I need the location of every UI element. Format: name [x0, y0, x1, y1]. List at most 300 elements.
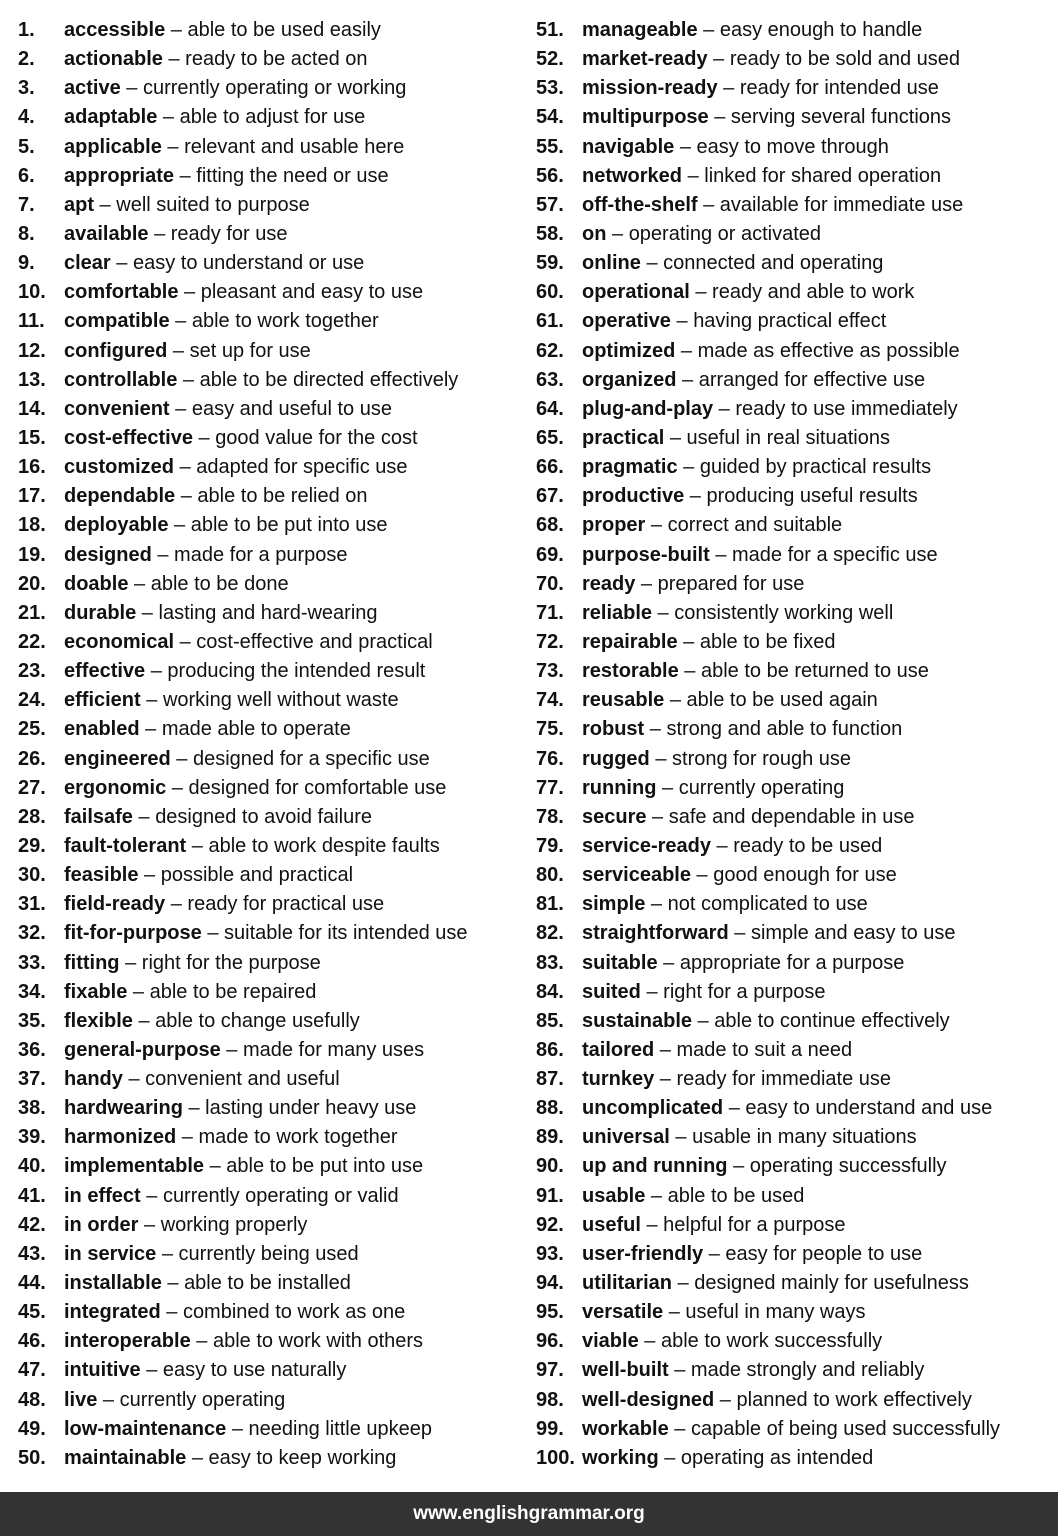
item-word: simple [582, 893, 646, 916]
item-text [64, 1240, 359, 1269]
item-word: mission-ready [582, 77, 718, 100]
item-separator: – [136, 601, 159, 624]
item-separator: – [148, 222, 171, 245]
list-item [18, 307, 518, 336]
list-item [18, 1444, 518, 1473]
list-item [18, 16, 518, 45]
item-number: 59. [536, 252, 564, 275]
item-definition: made for many uses [242, 1038, 425, 1061]
item-text [582, 1152, 947, 1181]
item-text [582, 395, 958, 424]
list-item [536, 16, 1054, 45]
item-separator: – [638, 1330, 661, 1353]
item-word: ready [582, 572, 636, 595]
item-separator: – [677, 630, 700, 653]
item-text [582, 1007, 950, 1036]
item-text [64, 133, 404, 162]
item-word: practical [582, 426, 665, 449]
item-separator: – [169, 397, 192, 420]
item-separator: – [157, 106, 180, 129]
item-definition: ready to use immediately [735, 397, 958, 420]
item-definition: able to be directed effectively [199, 368, 459, 391]
item-separator: – [689, 281, 713, 304]
item-separator: – [151, 543, 175, 566]
item-number: 7. [18, 193, 35, 216]
item-definition: made strongly and reliably [690, 1359, 925, 1382]
item-word: fault-tolerant [64, 834, 187, 857]
item-definition: made as effective as possible [697, 339, 960, 362]
item-word: in effect [64, 1184, 141, 1207]
item-text [64, 1386, 285, 1415]
item-word: apt [64, 193, 94, 216]
item-word: low-maintenance [64, 1417, 227, 1440]
item-definition: able to continue effectively [714, 1009, 950, 1032]
item-separator: – [649, 747, 673, 770]
item-word: installable [64, 1272, 162, 1295]
list-item [536, 366, 1054, 395]
item-text [64, 482, 368, 511]
item-number: 19. [18, 543, 46, 566]
item-text [582, 278, 914, 307]
item-word: optimized [582, 339, 676, 362]
item-number: 9. [18, 252, 35, 275]
item-text [64, 162, 389, 191]
item-number: 52. [536, 48, 564, 71]
item-word: in service [64, 1242, 157, 1265]
item-text [582, 424, 890, 453]
item-text [64, 657, 425, 686]
item-definition: designed for comfortable use [188, 776, 447, 799]
item-number: 71. [536, 601, 564, 624]
item-definition: ready for immediate use [676, 1068, 892, 1091]
item-word: reliable [582, 601, 653, 624]
item-definition: ready for use [170, 222, 288, 245]
item-word: customized [64, 456, 175, 479]
item-separator: – [703, 1242, 726, 1265]
item-word: navigable [582, 135, 675, 158]
item-separator: – [161, 1272, 185, 1295]
item-definition: combined to work as one [182, 1301, 406, 1324]
item-word: intuitive [64, 1359, 141, 1382]
item-separator: – [174, 630, 197, 653]
item-definition: made for a purpose [174, 543, 348, 566]
item-word: available [64, 222, 149, 245]
item-word: configured [64, 339, 168, 362]
item-text [582, 191, 963, 220]
item-text [582, 1211, 846, 1240]
item-separator: – [708, 106, 731, 129]
item-definition: good enough for use [713, 864, 897, 887]
item-separator: – [182, 1097, 206, 1120]
item-number: 62. [536, 339, 564, 362]
item-word: purpose-built [582, 543, 710, 566]
item-text [64, 191, 310, 220]
item-number: 39. [18, 1126, 46, 1149]
item-definition: operating or activated [628, 222, 822, 245]
item-text [582, 45, 960, 74]
item-separator: – [170, 747, 193, 770]
item-word: market-ready [582, 48, 708, 71]
item-definition: ready for intended use [739, 77, 939, 100]
list-item [536, 162, 1054, 191]
item-text [582, 337, 960, 366]
list-item [18, 599, 518, 628]
item-word: dependable [64, 485, 176, 508]
item-separator: – [174, 164, 197, 187]
list-item [536, 1036, 1054, 1065]
item-text [582, 890, 868, 919]
item-word: off-the-shelf [582, 193, 698, 216]
item-separator: – [128, 572, 151, 595]
item-text [582, 1182, 804, 1211]
item-number: 70. [536, 572, 564, 595]
list-item [536, 1123, 1054, 1152]
item-word: user-friendly [582, 1242, 704, 1265]
item-word: on [582, 222, 607, 245]
item-text [582, 482, 918, 511]
item-definition: fitting the need or use [196, 164, 389, 187]
list-item [536, 1007, 1054, 1036]
item-text [582, 715, 902, 744]
item-text [64, 1415, 432, 1444]
item-separator: – [678, 660, 701, 683]
item-text [582, 1240, 922, 1269]
item-separator: – [119, 951, 142, 974]
item-definition: currently operating [678, 776, 845, 799]
item-definition: made to suit a need [676, 1038, 853, 1061]
item-number: 4. [18, 106, 35, 129]
item-number: 68. [536, 514, 564, 537]
item-number: 56. [536, 164, 564, 187]
item-separator: – [175, 485, 198, 508]
item-word: operational [582, 281, 690, 304]
list-item [18, 686, 518, 715]
item-number: 48. [18, 1388, 46, 1411]
list-item [18, 1065, 518, 1094]
item-number: 16. [18, 456, 46, 479]
item-word: turnkey [582, 1068, 655, 1091]
item-definition: able to be put into use [190, 514, 388, 537]
item-number: 90. [536, 1155, 564, 1178]
item-number: 11. [18, 310, 45, 333]
list-item [18, 1327, 518, 1356]
item-word: general-purpose [64, 1038, 221, 1061]
item-text [64, 424, 418, 453]
item-definition: working well without waste [162, 689, 399, 712]
item-text [582, 133, 889, 162]
list-item [18, 541, 518, 570]
item-definition: strong and able to function [666, 718, 903, 741]
item-separator: – [145, 660, 168, 683]
item-number: 46. [18, 1330, 46, 1353]
item-word: efficient [64, 689, 141, 712]
list-item [536, 774, 1054, 803]
item-separator: – [160, 1301, 183, 1324]
item-text [582, 978, 825, 1007]
item-definition: adapted for specific use [196, 456, 408, 479]
item-word: suited [582, 980, 641, 1003]
item-number: 33. [18, 951, 46, 974]
item-text [582, 541, 938, 570]
item-word: deployable [64, 514, 169, 537]
item-definition: consistently working well [674, 601, 894, 624]
item-separator: – [178, 281, 201, 304]
item-word: implementable [64, 1155, 205, 1178]
item-number: 5. [18, 135, 35, 158]
item-separator: – [139, 718, 162, 741]
item-word: proper [582, 514, 646, 537]
item-text [64, 1269, 351, 1298]
item-definition: strong for rough use [672, 747, 852, 770]
list-item [18, 861, 518, 890]
list-item [536, 861, 1054, 890]
list-item [536, 599, 1054, 628]
item-separator: – [226, 1417, 249, 1440]
item-text [64, 803, 372, 832]
list-item [18, 745, 518, 774]
list-item [536, 220, 1054, 249]
item-definition: ready to be acted on [185, 48, 368, 71]
item-text [64, 249, 364, 278]
item-separator: – [652, 601, 675, 624]
item-word: running [582, 776, 657, 799]
item-text [64, 1356, 346, 1385]
list-item [18, 1269, 518, 1298]
item-word: feasible [64, 864, 139, 887]
item-text [64, 715, 351, 744]
item-number: 47. [18, 1359, 46, 1382]
item-definition: having practical effect [693, 310, 887, 333]
item-number: 93. [536, 1242, 564, 1265]
item-word: live [64, 1388, 98, 1411]
item-word: plug-and-play [582, 397, 714, 420]
item-word: well-designed [582, 1388, 715, 1411]
item-number: 78. [536, 805, 564, 828]
item-number: 84. [536, 980, 564, 1003]
item-text [64, 1444, 396, 1473]
item-number: 94. [536, 1272, 564, 1295]
item-definition: working properly [160, 1213, 308, 1236]
item-definition: correct and suitable [667, 514, 843, 537]
list-item [18, 511, 518, 540]
item-number: 31. [18, 893, 46, 916]
list-item [536, 1356, 1054, 1385]
item-number: 17. [18, 485, 46, 508]
item-number: 91. [536, 1184, 564, 1207]
item-number: 61. [536, 310, 564, 333]
item-number: 12. [18, 339, 46, 362]
item-number: 14. [18, 397, 46, 420]
item-word: enabled [64, 718, 140, 741]
item-definition: currently being used [178, 1242, 359, 1265]
list-item [536, 715, 1054, 744]
item-text [64, 949, 321, 978]
item-text [64, 1123, 398, 1152]
item-text [582, 16, 922, 45]
list-item [536, 133, 1054, 162]
item-definition: able to work together [191, 310, 379, 333]
list-item [18, 1211, 518, 1240]
list-item [18, 278, 518, 307]
item-number: 100. [536, 1446, 575, 1469]
item-definition: able to be relied on [197, 485, 368, 508]
item-word: compatible [64, 310, 170, 333]
item-number: 81. [536, 893, 564, 916]
item-number: 1. [18, 19, 35, 41]
item-number: 74. [536, 689, 564, 712]
item-definition: able to be used again [686, 689, 878, 712]
item-text [64, 1327, 423, 1356]
item-definition: designed mainly for usefulness [694, 1272, 969, 1295]
item-definition: ready to be used [733, 834, 883, 857]
item-word: suitable [582, 951, 658, 974]
item-definition: right for a purpose [663, 980, 826, 1003]
item-text [582, 511, 842, 540]
item-definition: helpful for a purpose [663, 1213, 846, 1236]
item-word: useful [582, 1213, 641, 1236]
list-item [536, 657, 1054, 686]
item-text [582, 1065, 891, 1094]
list-item [18, 366, 518, 395]
item-definition: made to work together [198, 1126, 398, 1149]
item-text [582, 307, 886, 336]
list-item [536, 424, 1054, 453]
item-separator: – [727, 1155, 750, 1178]
item-text [64, 1211, 307, 1240]
item-separator: – [204, 1155, 227, 1178]
list-item [18, 103, 518, 132]
item-word: sustainable [582, 1009, 693, 1032]
item-word: harmonized [64, 1126, 177, 1149]
item-text [64, 45, 368, 74]
item-number: 37. [18, 1068, 46, 1091]
item-word: rugged [582, 747, 650, 770]
item-word: failsafe [64, 805, 133, 828]
item-text [582, 249, 883, 278]
item-text [582, 919, 956, 948]
item-number: 28. [18, 805, 46, 828]
item-definition: ready and able to work [712, 281, 915, 304]
item-number: 24. [18, 689, 46, 712]
item-word: repairable [582, 630, 678, 653]
item-word: viable [582, 1330, 639, 1353]
list-item [18, 1182, 518, 1211]
item-number: 89. [536, 1126, 564, 1149]
item-text [582, 657, 929, 686]
list-item [536, 1065, 1054, 1094]
list-item [18, 1240, 518, 1269]
list-item [18, 715, 518, 744]
list-item [18, 919, 518, 948]
item-separator: – [713, 397, 736, 420]
item-number: 97. [536, 1359, 564, 1382]
item-definition: arranged for effective use [698, 368, 926, 391]
item-text [64, 74, 406, 103]
list-item [536, 482, 1054, 511]
item-definition: right for the purpose [141, 951, 321, 974]
list-item [18, 949, 518, 978]
item-text [582, 453, 931, 482]
item-word: well-built [582, 1359, 669, 1382]
item-text [64, 1036, 424, 1065]
item-definition: able to work despite faults [208, 834, 440, 857]
item-number: 13. [18, 368, 46, 391]
item-text [582, 686, 878, 715]
item-word: universal [582, 1126, 670, 1149]
item-word: actionable [64, 48, 163, 71]
item-separator: – [640, 252, 664, 275]
list-item [18, 978, 518, 1007]
item-text [582, 1036, 852, 1065]
item-separator: – [110, 252, 133, 275]
item-separator: – [697, 193, 720, 216]
item-text [64, 1007, 360, 1036]
item-separator: – [656, 776, 679, 799]
item-number: 50. [18, 1446, 46, 1469]
item-number: 83. [536, 951, 564, 974]
list-item [536, 1444, 1054, 1473]
item-text [582, 1298, 866, 1327]
item-word: doable [64, 572, 129, 595]
item-separator: – [122, 1068, 146, 1091]
item-text [582, 774, 844, 803]
item-number: 49. [18, 1417, 46, 1440]
item-text [64, 220, 288, 249]
list-item [18, 1386, 518, 1415]
item-definition: available for immediate use [719, 193, 964, 216]
item-number: 45. [18, 1301, 46, 1324]
item-text [582, 1094, 992, 1123]
item-number: 82. [536, 922, 564, 945]
list-item [18, 424, 518, 453]
item-definition: able to work successfully [660, 1330, 883, 1353]
list-item [18, 832, 518, 861]
item-number: 10. [18, 281, 46, 304]
item-separator: – [165, 19, 188, 41]
item-separator: – [174, 456, 197, 479]
item-definition: operating successfully [749, 1155, 947, 1178]
list-item [18, 803, 518, 832]
item-text [582, 220, 821, 249]
item-separator: – [717, 77, 740, 100]
item-text [64, 599, 378, 628]
item-number: 60. [536, 281, 564, 304]
item-separator: – [664, 426, 687, 449]
item-separator: – [675, 339, 698, 362]
item-number: 87. [536, 1068, 564, 1091]
item-word: adaptable [64, 106, 158, 129]
item-text [64, 919, 468, 948]
item-separator: – [168, 514, 191, 537]
item-separator: – [684, 485, 707, 508]
item-definition: designed to avoid failure [155, 805, 373, 828]
item-definition: useful in real situations [686, 426, 890, 449]
item-number: 76. [536, 747, 564, 770]
item-text [64, 541, 347, 570]
item-number: 38. [18, 1097, 46, 1120]
item-separator: – [677, 456, 700, 479]
item-number: 42. [18, 1213, 46, 1236]
item-text [582, 1415, 1000, 1444]
list-item [536, 628, 1054, 657]
item-separator: – [176, 1126, 199, 1149]
item-word: comfortable [64, 281, 179, 304]
item-word: handy [64, 1068, 123, 1091]
item-definition: easy enough to handle [719, 19, 923, 41]
item-word: restorable [582, 660, 679, 683]
list-item [18, 395, 518, 424]
item-separator: – [132, 1009, 156, 1032]
